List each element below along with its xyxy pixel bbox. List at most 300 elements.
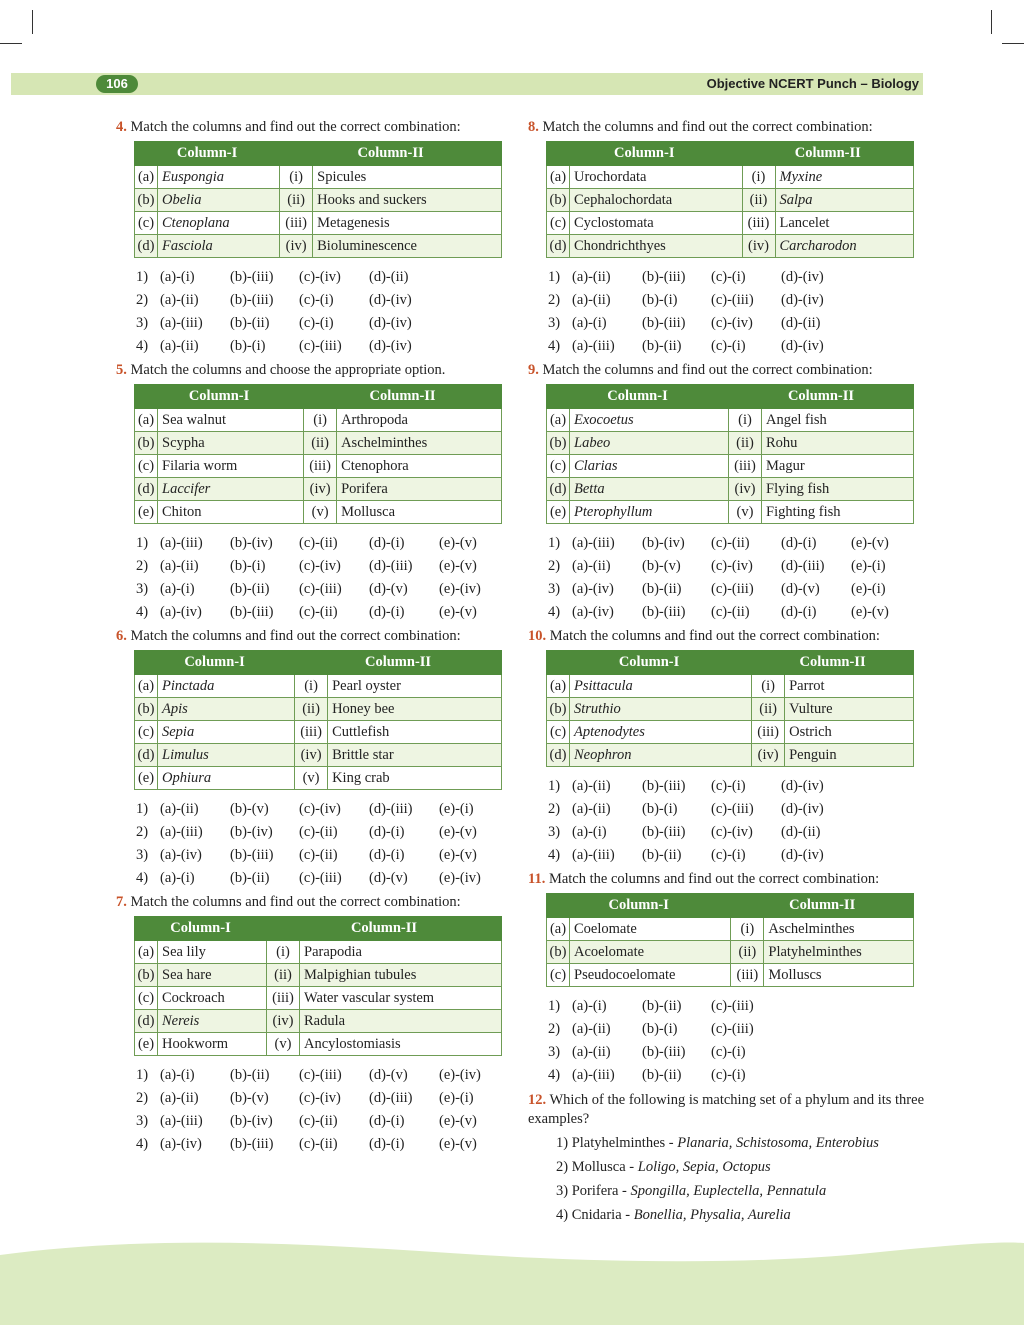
example-list: Bonellia, Physalia, Aurelia bbox=[633, 1207, 791, 1223]
table-row bbox=[547, 455, 914, 478]
answer-option[interactable] bbox=[548, 312, 926, 335]
answer-option[interactable] bbox=[548, 1018, 926, 1041]
option-number: 3) bbox=[556, 1183, 569, 1199]
answer-option[interactable] bbox=[136, 821, 508, 844]
row-label: (d) bbox=[135, 478, 158, 501]
table-row bbox=[135, 744, 502, 767]
option-part: (a)-(ii) bbox=[572, 1044, 611, 1060]
table-row bbox=[547, 189, 914, 212]
option-part: (c)-(iii) bbox=[711, 581, 754, 597]
option-part: (d)-(ii) bbox=[781, 315, 821, 331]
column-1-cell: Coelomate bbox=[570, 918, 731, 941]
option-part: (b)-(v) bbox=[230, 801, 269, 817]
crop-mark bbox=[0, 43, 22, 44]
row-label: (b) bbox=[547, 432, 570, 455]
option-part: (c)-(iii) bbox=[711, 998, 754, 1014]
option-part: (c)-(iii) bbox=[711, 1021, 754, 1037]
column-1-cell: Cockroach bbox=[158, 987, 267, 1010]
option-part: 4) bbox=[136, 870, 149, 886]
table-row bbox=[547, 478, 914, 501]
table-row bbox=[135, 478, 502, 501]
option-part: (a)-(iv) bbox=[160, 847, 202, 863]
option-part: (b)-(iii) bbox=[230, 847, 274, 863]
table-row bbox=[547, 235, 914, 258]
option-part: 2) bbox=[136, 292, 149, 308]
option-part: 1) bbox=[136, 269, 149, 285]
column-2-cell: Magur bbox=[762, 455, 914, 478]
row-label: (c) bbox=[135, 212, 158, 235]
column-2-cell: Lancelet bbox=[775, 212, 913, 235]
column-2-cell: Hooks and suckers bbox=[313, 189, 502, 212]
option-part: (e)-(v) bbox=[851, 535, 889, 551]
phylum-name: Platyhelminthes - bbox=[571, 1135, 678, 1151]
option-part: 1) bbox=[548, 269, 561, 285]
answer-option[interactable] bbox=[548, 578, 926, 601]
column-2-cell: Arthropoda bbox=[337, 409, 502, 432]
column-1-header: Column-I bbox=[547, 142, 743, 166]
answer-option[interactable] bbox=[136, 578, 508, 601]
question-text: Match the columns and find out the correct combination: bbox=[130, 119, 461, 135]
table-row bbox=[135, 675, 502, 698]
page-number: 106 bbox=[96, 75, 138, 93]
option-part: (b)-(i) bbox=[230, 558, 266, 574]
option-part: (a)-(ii) bbox=[160, 1090, 199, 1106]
row-label: (e) bbox=[135, 1033, 158, 1056]
answer-option[interactable] bbox=[556, 1131, 926, 1155]
column-1-cell: Clarias bbox=[570, 455, 729, 478]
answer-option[interactable] bbox=[136, 289, 508, 312]
question-number: 6. bbox=[116, 628, 127, 644]
option-part: 3) bbox=[548, 824, 561, 840]
question-title bbox=[116, 893, 508, 912]
answer-option[interactable] bbox=[548, 821, 926, 844]
row-label: (b) bbox=[547, 698, 570, 721]
option-part: (b)-(ii) bbox=[642, 847, 682, 863]
option-part: (c)-(iv) bbox=[299, 269, 341, 285]
table-row bbox=[547, 721, 914, 744]
row-label: (a) bbox=[135, 409, 158, 432]
option-part: (d)-(iv) bbox=[369, 315, 412, 331]
column-1-cell: Pterophyllum bbox=[570, 501, 729, 524]
answer-option[interactable] bbox=[548, 555, 926, 578]
row-label: (d) bbox=[547, 235, 570, 258]
table-row bbox=[135, 212, 502, 235]
row-label: (a) bbox=[135, 941, 158, 964]
answer-option[interactable] bbox=[548, 1041, 926, 1064]
question-8 bbox=[528, 118, 926, 358]
row-numeral: (v) bbox=[267, 1033, 300, 1056]
column-2-cell: Cuttlefish bbox=[328, 721, 502, 744]
option-part: (a)-(ii) bbox=[160, 801, 199, 817]
column-1-cell: Ophiura bbox=[158, 767, 295, 790]
answer-option[interactable] bbox=[548, 995, 926, 1018]
question-title bbox=[528, 1091, 926, 1129]
question-number: 12. bbox=[528, 1092, 547, 1108]
row-numeral: (ii) bbox=[304, 432, 337, 455]
row-label: (c) bbox=[547, 964, 570, 987]
column-2-cell: Vulture bbox=[785, 698, 914, 721]
answer-option[interactable] bbox=[548, 798, 926, 821]
row-label: (c) bbox=[547, 212, 570, 235]
row-label: (b) bbox=[547, 941, 570, 964]
option-part: (d)-(i) bbox=[781, 535, 817, 551]
table-row bbox=[135, 432, 502, 455]
option-part: (b)-(iii) bbox=[642, 778, 686, 794]
option-part: 4) bbox=[136, 604, 149, 620]
column-1-cell: Sea hare bbox=[158, 964, 267, 987]
question-10 bbox=[528, 627, 926, 867]
option-part: (a)-(ii) bbox=[572, 269, 611, 285]
row-label: (a) bbox=[547, 675, 570, 698]
answer-option[interactable] bbox=[136, 555, 508, 578]
row-label: (c) bbox=[135, 721, 158, 744]
row-numeral: (iii) bbox=[731, 964, 764, 987]
option-part: (a)-(iv) bbox=[572, 581, 614, 597]
example-list: Loligo, Sepia, Octopus bbox=[637, 1159, 771, 1175]
row-numeral: (iii) bbox=[729, 455, 762, 478]
question-number: 9. bbox=[528, 362, 539, 378]
option-part: 3) bbox=[136, 847, 149, 863]
answer-option[interactable] bbox=[136, 601, 508, 624]
option-part: (d)-(v) bbox=[781, 581, 820, 597]
option-part: (d)-(v) bbox=[369, 1067, 408, 1083]
column-1-cell: Scypha bbox=[158, 432, 304, 455]
option-part: (e)-(v) bbox=[439, 535, 477, 551]
question-5 bbox=[116, 361, 508, 624]
option-part: (e)-(v) bbox=[439, 1136, 477, 1152]
option-part: (e)-(i) bbox=[439, 801, 474, 817]
option-part: (a)-(iii) bbox=[572, 847, 615, 863]
column-1-header: Column-I bbox=[547, 385, 729, 409]
table-row bbox=[547, 941, 914, 964]
question-6 bbox=[116, 627, 508, 890]
row-label: (e) bbox=[547, 501, 570, 524]
option-part: (a)-(ii) bbox=[160, 338, 199, 354]
option-part: (d)-(iv) bbox=[369, 292, 412, 308]
option-part: (c)-(ii) bbox=[299, 1136, 338, 1152]
left-column bbox=[116, 118, 508, 1156]
match-table bbox=[134, 650, 502, 790]
column-1-cell: Chondrichthyes bbox=[570, 235, 743, 258]
option-part: (b)-(iii) bbox=[642, 1044, 686, 1060]
table-row bbox=[135, 409, 502, 432]
column-2-header: Column-II bbox=[267, 917, 502, 941]
option-part: 1) bbox=[548, 535, 561, 551]
answer-option[interactable] bbox=[556, 1203, 926, 1227]
option-part: (a)-(i) bbox=[160, 1067, 195, 1083]
phylum-name: Cnidaria - bbox=[571, 1207, 634, 1223]
row-label: (d) bbox=[547, 478, 570, 501]
row-numeral: (ii) bbox=[267, 964, 300, 987]
table-row bbox=[135, 189, 502, 212]
option-part: 4) bbox=[136, 1136, 149, 1152]
row-numeral: (iv) bbox=[752, 744, 785, 767]
column-2-header: Column-II bbox=[295, 651, 502, 675]
column-1-cell: Laccifer bbox=[158, 478, 304, 501]
answer-option[interactable] bbox=[136, 1064, 508, 1087]
match-table bbox=[134, 141, 502, 258]
match-table bbox=[546, 650, 914, 767]
option-part: (b)-(iii) bbox=[642, 824, 686, 840]
option-part: 1) bbox=[136, 801, 149, 817]
answer-option[interactable] bbox=[548, 266, 926, 289]
row-numeral: (v) bbox=[729, 501, 762, 524]
column-2-cell: Molluscs bbox=[764, 964, 914, 987]
question-number: 4. bbox=[116, 119, 127, 135]
option-part: (c)-(ii) bbox=[711, 604, 750, 620]
option-part: (e)-(v) bbox=[439, 558, 477, 574]
column-1-cell: Obelia bbox=[158, 189, 280, 212]
option-part: (c)-(iii) bbox=[299, 870, 342, 886]
option-part: (d)-(i) bbox=[369, 535, 405, 551]
option-part: (a)-(i) bbox=[572, 315, 607, 331]
column-2-cell: Parrot bbox=[785, 675, 914, 698]
option-part: (c)-(ii) bbox=[299, 1113, 338, 1129]
column-2-cell: Platyhelminthes bbox=[764, 941, 914, 964]
row-label: (d) bbox=[135, 1010, 158, 1033]
option-part: (b)-(iii) bbox=[230, 1136, 274, 1152]
option-part: (c)-(i) bbox=[711, 1067, 746, 1083]
column-2-cell: Mollusca bbox=[337, 501, 502, 524]
answer-option[interactable] bbox=[136, 844, 508, 867]
question-number: 10. bbox=[528, 628, 547, 644]
match-table bbox=[546, 384, 914, 524]
option-part: (a)-(iii) bbox=[160, 535, 203, 551]
column-1-cell: Psittacula bbox=[570, 675, 752, 698]
option-part: (d)-(iii) bbox=[369, 1090, 413, 1106]
option-part: (b)-(ii) bbox=[642, 998, 682, 1014]
option-part: (e)-(iv) bbox=[439, 581, 481, 597]
question-text: Match the columns and find out the correct combination: bbox=[549, 628, 880, 644]
match-table bbox=[546, 141, 914, 258]
question-text: Match the columns and find out the correct combination: bbox=[542, 119, 873, 135]
option-part: 3) bbox=[548, 1044, 561, 1060]
footer-wave bbox=[0, 1235, 1024, 1325]
column-1-cell: Nereis bbox=[158, 1010, 267, 1033]
option-part: (a)-(iii) bbox=[160, 315, 203, 331]
option-number: 2) bbox=[556, 1159, 569, 1175]
option-part: (e)-(v) bbox=[851, 604, 889, 620]
column-1-cell: Chiton bbox=[158, 501, 304, 524]
row-numeral: (i) bbox=[742, 166, 775, 189]
answer-options bbox=[136, 532, 508, 624]
option-part: 3) bbox=[548, 581, 561, 597]
option-part: (b)-(iii) bbox=[642, 604, 686, 620]
option-part: (b)-(ii) bbox=[230, 870, 270, 886]
column-1-cell: Acoelomate bbox=[570, 941, 731, 964]
option-part: (a)-(i) bbox=[572, 998, 607, 1014]
option-part: 2) bbox=[548, 292, 561, 308]
option-part: (d)-(iv) bbox=[369, 338, 412, 354]
question-title bbox=[528, 118, 926, 137]
option-part: (c)-(i) bbox=[299, 292, 334, 308]
option-part: (c)-(i) bbox=[711, 1044, 746, 1060]
question-7 bbox=[116, 893, 508, 1156]
answer-option[interactable] bbox=[548, 775, 926, 798]
option-part: (e)-(v) bbox=[439, 824, 477, 840]
option-part: (d)-(iv) bbox=[781, 778, 824, 794]
row-label: (d) bbox=[135, 744, 158, 767]
question-title bbox=[528, 870, 926, 889]
answer-option[interactable] bbox=[556, 1155, 926, 1179]
table-row bbox=[135, 698, 502, 721]
option-part: (b)-(ii) bbox=[230, 315, 270, 331]
answer-option[interactable] bbox=[136, 266, 508, 289]
column-2-header: Column-II bbox=[742, 142, 913, 166]
option-part: (d)-(iii) bbox=[369, 558, 413, 574]
answer-option[interactable] bbox=[136, 798, 508, 821]
answer-option[interactable] bbox=[548, 335, 926, 358]
option-part: (d)-(iv) bbox=[781, 269, 824, 285]
column-2-cell: Porifera bbox=[337, 478, 502, 501]
option-part: 2) bbox=[548, 801, 561, 817]
option-part: (b)-(i) bbox=[230, 338, 266, 354]
table-row bbox=[547, 698, 914, 721]
question-title bbox=[116, 118, 508, 137]
column-2-cell: Bioluminescence bbox=[313, 235, 502, 258]
answer-option[interactable] bbox=[548, 601, 926, 624]
column-2-cell: Penguin bbox=[785, 744, 914, 767]
option-part: (d)-(iii) bbox=[781, 558, 825, 574]
option-part: (c)-(iv) bbox=[711, 824, 753, 840]
answer-options bbox=[136, 798, 508, 890]
row-numeral: (i) bbox=[304, 409, 337, 432]
option-part: (b)-(ii) bbox=[642, 338, 682, 354]
answer-option[interactable] bbox=[548, 532, 926, 555]
option-part: (d)-(iv) bbox=[781, 292, 824, 308]
crop-mark bbox=[991, 10, 992, 34]
example-list: Planaria, Schistosoma, Enterobius bbox=[677, 1135, 879, 1151]
column-2-cell: Fighting fish bbox=[762, 501, 914, 524]
option-part: (b)-(i) bbox=[642, 1021, 678, 1037]
answer-option[interactable] bbox=[136, 312, 508, 335]
option-part: (d)-(i) bbox=[369, 824, 405, 840]
answer-options bbox=[136, 1064, 508, 1156]
option-part: (c)-(iv) bbox=[299, 1090, 341, 1106]
option-part: (c)-(iv) bbox=[711, 315, 753, 331]
row-numeral: (ii) bbox=[742, 189, 775, 212]
row-numeral: (ii) bbox=[280, 189, 313, 212]
row-label: (b) bbox=[135, 189, 158, 212]
option-part: (c)-(iv) bbox=[711, 558, 753, 574]
option-part: (d)-(iv) bbox=[781, 801, 824, 817]
question-text: Match the columns and choose the appropriate option. bbox=[130, 362, 446, 378]
answer-option[interactable] bbox=[136, 1110, 508, 1133]
column-2-header: Column-II bbox=[729, 385, 914, 409]
column-1-header: Column-I bbox=[547, 651, 752, 675]
option-part: 3) bbox=[136, 581, 149, 597]
answer-option[interactable] bbox=[548, 289, 926, 312]
row-numeral: (i) bbox=[280, 166, 313, 189]
option-part: (c)-(i) bbox=[711, 778, 746, 794]
column-2-cell: Ostrich bbox=[785, 721, 914, 744]
row-label: (b) bbox=[135, 964, 158, 987]
answer-option[interactable] bbox=[136, 532, 508, 555]
question-title bbox=[528, 627, 926, 646]
row-numeral: (i) bbox=[267, 941, 300, 964]
row-label: (d) bbox=[547, 744, 570, 767]
answer-option[interactable] bbox=[136, 867, 508, 890]
row-numeral: (iv) bbox=[295, 744, 328, 767]
match-table bbox=[546, 893, 914, 987]
column-2-cell: Angel fish bbox=[762, 409, 914, 432]
option-part: (a)-(iv) bbox=[160, 1136, 202, 1152]
option-part: (b)-(ii) bbox=[230, 581, 270, 597]
option-part: (a)-(ii) bbox=[160, 292, 199, 308]
match-table bbox=[134, 384, 502, 524]
row-label: (b) bbox=[547, 189, 570, 212]
option-part: (b)-(iii) bbox=[230, 269, 274, 285]
table-row bbox=[135, 1010, 502, 1033]
table-row bbox=[547, 964, 914, 987]
option-part: (c)-(i) bbox=[299, 315, 334, 331]
row-numeral: (i) bbox=[295, 675, 328, 698]
column-1-cell: Pinctada bbox=[158, 675, 295, 698]
option-part: 2) bbox=[548, 558, 561, 574]
option-part: (b)-(v) bbox=[230, 1090, 269, 1106]
answer-option[interactable] bbox=[548, 844, 926, 867]
table-row bbox=[135, 501, 502, 524]
answer-option[interactable] bbox=[556, 1179, 926, 1203]
answer-option[interactable] bbox=[136, 1133, 508, 1156]
answer-option[interactable] bbox=[548, 1064, 926, 1087]
match-table bbox=[134, 916, 502, 1056]
column-1-cell: Exocoetus bbox=[570, 409, 729, 432]
column-2-cell: Honey bee bbox=[328, 698, 502, 721]
option-part: (a)-(ii) bbox=[572, 558, 611, 574]
column-2-header: Column-II bbox=[280, 142, 502, 166]
phylum-name: Porifera - bbox=[571, 1183, 631, 1199]
option-part: (e)-(iv) bbox=[439, 870, 481, 886]
option-part: (b)-(iii) bbox=[230, 604, 274, 620]
question-4 bbox=[116, 118, 508, 358]
column-2-cell: Pearl oyster bbox=[328, 675, 502, 698]
answer-options bbox=[548, 532, 926, 624]
option-number: 4) bbox=[556, 1207, 569, 1223]
option-part: (b)-(ii) bbox=[642, 1067, 682, 1083]
option-part: (b)-(iii) bbox=[642, 315, 686, 331]
column-2-cell: Myxine bbox=[775, 166, 913, 189]
column-2-cell: Ancylostomiasis bbox=[300, 1033, 502, 1056]
column-1-cell: Hookworm bbox=[158, 1033, 267, 1056]
option-part: (c)-(iii) bbox=[711, 801, 754, 817]
column-1-header: Column-I bbox=[135, 917, 267, 941]
option-part: (c)-(iv) bbox=[299, 801, 341, 817]
row-label: (c) bbox=[135, 987, 158, 1010]
row-label: (e) bbox=[135, 501, 158, 524]
option-part: (a)-(iv) bbox=[572, 604, 614, 620]
table-row bbox=[547, 212, 914, 235]
answer-options bbox=[136, 266, 508, 358]
row-numeral: (iv) bbox=[742, 235, 775, 258]
option-part: (c)-(iii) bbox=[299, 1067, 342, 1083]
answer-option[interactable] bbox=[136, 335, 508, 358]
option-part: (b)-(i) bbox=[642, 801, 678, 817]
row-label: (b) bbox=[135, 698, 158, 721]
option-part: (b)-(ii) bbox=[230, 1067, 270, 1083]
table-row bbox=[547, 166, 914, 189]
column-2-cell: Parapodia bbox=[300, 941, 502, 964]
option-part: (a)-(i) bbox=[160, 269, 195, 285]
table-row bbox=[547, 432, 914, 455]
answer-option[interactable] bbox=[136, 1087, 508, 1110]
table-row bbox=[547, 409, 914, 432]
option-part: (d)-(v) bbox=[369, 581, 408, 597]
option-part: (c)-(iv) bbox=[299, 558, 341, 574]
column-2-cell: Ctenophora bbox=[337, 455, 502, 478]
crop-mark bbox=[1002, 43, 1024, 44]
column-1-cell: Pseudocoelomate bbox=[570, 964, 731, 987]
